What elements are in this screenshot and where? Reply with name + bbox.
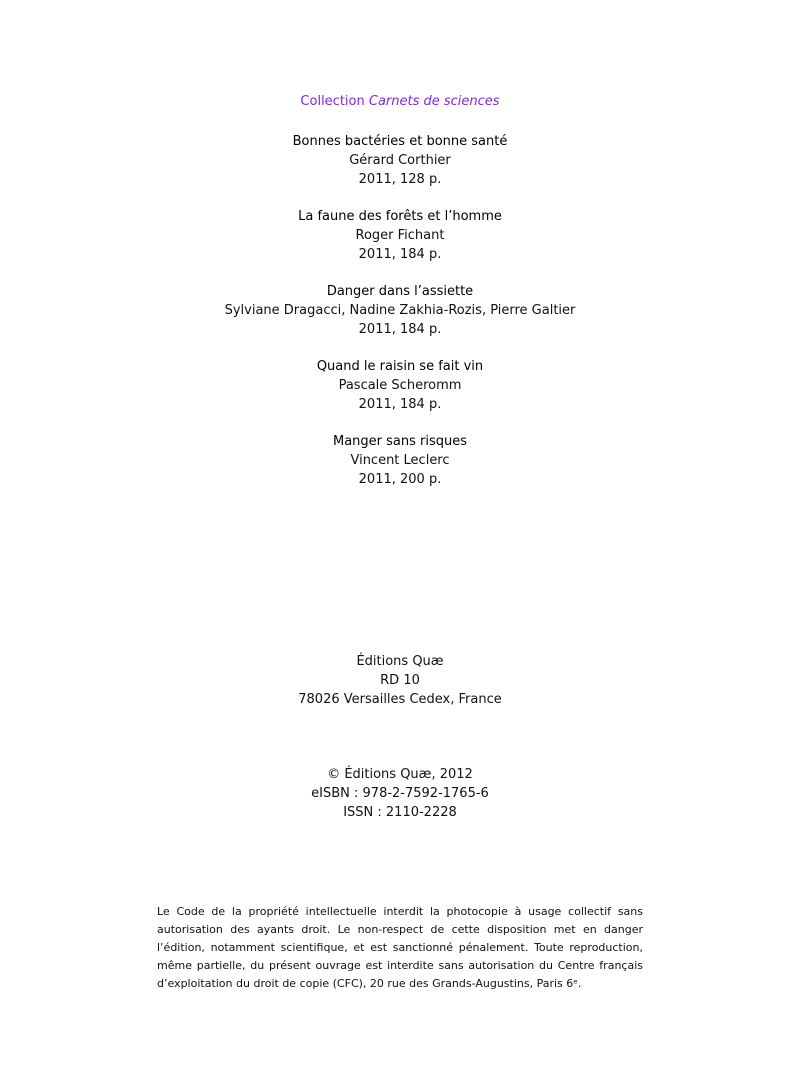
book-info: 2011, 200 p. [358, 472, 442, 487]
book-entry [0, 132, 800, 189]
book-title: Danger dans l’assiette [326, 284, 474, 299]
book-author: Roger Fichant [355, 228, 445, 243]
book-info: 2011, 184 p. [358, 322, 442, 337]
legal-notice: Le Code de la propriété intellectuelle interdit la photocopie à usage collectif sans autorisation des ayants droit. Le non-respect de cette disposition met en danger l’édition, notamment scientifique, et est sanctionné pénalement. Toute reproduction, même partielle, du présent ouvrage est interdite sans autorisation du Centre français d’exploitation du droit de copie (CFC), 20 rue des Grands-Augustins, Paris 6ᵉ. [157, 905, 643, 990]
book-title: Bonnes bactéries et bonne santé [292, 134, 508, 149]
copyright-notice: © Éditions Quæ, 2012 [327, 767, 473, 782]
book-entry [0, 432, 800, 489]
book-info: 2011, 184 p. [358, 397, 442, 412]
eisbn: eISBN : 978-2-7592-1765-6 [311, 786, 489, 801]
book-entry [0, 282, 800, 339]
book-title: Quand le raisin se fait vin [316, 359, 484, 374]
book-info: 2011, 128 p. [358, 172, 442, 187]
book-author: Gérard Corthier [349, 153, 451, 168]
book-author: Pascale Scheromm [338, 378, 462, 393]
book-title: Manger sans risques [332, 434, 468, 449]
publisher-address-line2: 78026 Versailles Cedex, France [298, 692, 502, 707]
book-entry [0, 207, 800, 264]
book-title: La faune des forêts et l’homme [298, 209, 502, 224]
collection-prefix: Collection [300, 94, 365, 109]
book-entry [0, 357, 800, 414]
book-author: Vincent Leclerc [350, 453, 450, 468]
book-list [0, 132, 800, 507]
publisher-address-line1: RD 10 [380, 673, 420, 688]
book-info: 2011, 184 p. [358, 247, 442, 262]
book-author: Sylviane Dragacci, Nadine Zakhia-Rozis, Pierre Galtier [224, 303, 576, 318]
collection-series-name: Carnets de sciences [368, 94, 500, 109]
publisher-name: Éditions Quæ [356, 654, 444, 669]
publisher-address [0, 652, 800, 709]
collection-heading [0, 94, 800, 110]
copyright-block [0, 765, 800, 822]
issn: ISSN : 2110-2228 [343, 805, 457, 820]
